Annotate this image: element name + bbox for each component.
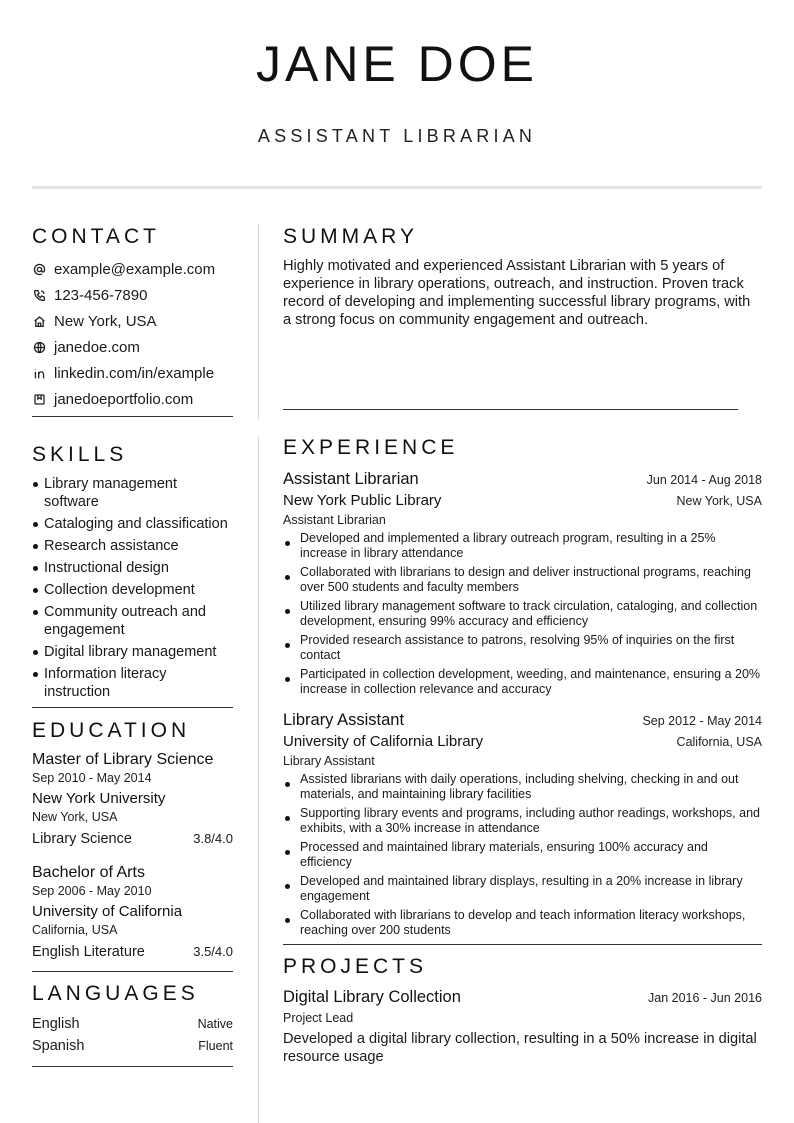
language-name: English bbox=[32, 1016, 80, 1032]
job-bullet: Developed and implemented a library outreach program, resulting in a 25% increase in library attendance bbox=[283, 531, 762, 561]
column-divider-bottom bbox=[258, 436, 259, 1123]
contact-heading: CONTACT bbox=[32, 225, 160, 248]
job-role: Assistant Librarian bbox=[283, 513, 386, 527]
home-icon bbox=[32, 314, 46, 328]
language-level: Fluent bbox=[198, 1039, 233, 1053]
languages-list bbox=[32, 1013, 233, 1057]
experience-section bbox=[283, 435, 762, 945]
education-heading: EDUCATION bbox=[32, 719, 191, 742]
job-org-row bbox=[283, 731, 762, 753]
education-dates: Sep 2010 - May 2014 bbox=[32, 771, 152, 785]
languages-heading: LANGUAGES bbox=[32, 982, 199, 1005]
skill-item: Information literacy instruction bbox=[32, 665, 233, 701]
contact-list bbox=[32, 256, 233, 412]
education-gpa: 3.8/4.0 bbox=[193, 831, 233, 846]
language-name: Spanish bbox=[32, 1038, 85, 1054]
language-row bbox=[32, 1013, 233, 1035]
job-title: Assistant Librarian bbox=[283, 470, 419, 488]
job-dates: Sep 2012 - May 2014 bbox=[642, 714, 762, 728]
right-column bbox=[283, 224, 762, 1066]
skill-item: Instructional design bbox=[32, 559, 233, 577]
job-location: California, USA bbox=[676, 735, 762, 749]
languages-section bbox=[32, 981, 233, 1067]
summary-text: Highly motivated and experienced Assistant Librarian with 5 years of experience in library operations, outreach, and instruction. Proven track record of developing and implementing successful library programs, with a strong focus on community engagement and outreach. bbox=[283, 258, 751, 328]
projects-heading: PROJECTS bbox=[283, 955, 428, 978]
skill-item: Cataloging and classification bbox=[32, 515, 233, 533]
contact-phone-text: 123-456-7890 bbox=[54, 286, 148, 304]
job-title-row bbox=[283, 709, 762, 731]
contact-website[interactable] bbox=[32, 334, 233, 360]
candidate-title: ASSISTANT LIBRARIAN bbox=[257, 126, 537, 146]
education-field-row bbox=[32, 942, 233, 962]
skills-list bbox=[32, 475, 233, 701]
education-section bbox=[32, 718, 233, 972]
contact-location bbox=[32, 308, 233, 334]
education-school: New York University bbox=[32, 790, 166, 807]
education-item bbox=[32, 863, 233, 962]
column-divider-top bbox=[258, 224, 259, 420]
languages-divider bbox=[32, 1066, 233, 1067]
contact-section bbox=[32, 224, 233, 417]
education-gpa: 3.5/4.0 bbox=[193, 944, 233, 959]
at-icon bbox=[32, 262, 46, 276]
skills-heading: SKILLS bbox=[32, 443, 128, 466]
contact-website-text: janedoe.com bbox=[54, 338, 140, 356]
skill-item: Community outreach and engagement bbox=[32, 603, 233, 639]
contact-portfolio[interactable] bbox=[32, 386, 233, 412]
skill-item: Research assistance bbox=[32, 537, 233, 555]
job-bullet: Participated in collection development, weeding, and maintenance, ensuring a 20% increase in collection relevance and accuracy bbox=[283, 667, 762, 697]
education-field: Library Science bbox=[32, 831, 132, 847]
job-bullet: Supporting library events and programs, including author readings, workshops, and exhibits, with a 30% increase in attendance bbox=[283, 806, 762, 836]
project-dates: Jan 2016 - Jun 2016 bbox=[648, 991, 762, 1005]
job-bullets bbox=[283, 531, 762, 697]
job-bullet: Processed and maintained library materials, ensuring 100% accuracy and efficiency bbox=[283, 840, 762, 870]
education-location: New York, USA bbox=[32, 810, 118, 824]
globe-icon bbox=[32, 340, 46, 354]
experience-item bbox=[283, 709, 762, 938]
education-location: California, USA bbox=[32, 923, 118, 937]
job-dates: Jun 2014 - Aug 2018 bbox=[646, 473, 762, 487]
project-description: Developed a digital library collection, resulting in a 50% increase in digital resource usage bbox=[283, 1031, 757, 1065]
job-bullet: Collaborated with librarians to design and deliver instructional programs, reaching over 500 students and faculty members bbox=[283, 565, 762, 595]
job-organization: New York Public Library bbox=[283, 492, 442, 509]
job-title: Library Assistant bbox=[283, 711, 405, 729]
contact-location-text: New York, USA bbox=[54, 312, 157, 330]
job-location: New York, USA bbox=[676, 494, 762, 508]
job-bullet: Provided research assistance to patrons, resolving 95% of inquiries on the first contact bbox=[283, 633, 762, 663]
education-field-row bbox=[32, 829, 233, 849]
education-dates: Sep 2006 - May 2010 bbox=[32, 884, 152, 898]
contact-divider bbox=[32, 416, 233, 417]
education-field: English Literature bbox=[32, 944, 145, 960]
education-item bbox=[32, 750, 233, 849]
skill-item: Collection development bbox=[32, 581, 233, 599]
project-title-row bbox=[283, 986, 762, 1008]
summary-section bbox=[283, 224, 762, 410]
job-bullets bbox=[283, 772, 762, 938]
contact-portfolio-text: janedoeportfolio.com bbox=[54, 390, 194, 408]
education-divider bbox=[32, 971, 233, 972]
experience-item bbox=[283, 468, 762, 697]
job-bullet: Developed and maintained library displays, resulting in a 20% increase in library engagement bbox=[283, 874, 762, 904]
contact-email[interactable] bbox=[32, 256, 233, 282]
portfolio-icon bbox=[32, 392, 46, 406]
contact-email-text: example@example.com bbox=[54, 260, 216, 278]
job-bullet: Assisted librarians with daily operations, including shelving, checking in and out materials, and maintaining library facilities bbox=[283, 772, 762, 802]
left-column bbox=[32, 224, 233, 1067]
job-title-row bbox=[283, 468, 762, 490]
skill-item: Digital library management bbox=[32, 643, 233, 661]
experience-heading: EXPERIENCE bbox=[283, 436, 459, 459]
skill-item: Library management software bbox=[32, 475, 233, 511]
job-org-row bbox=[283, 490, 762, 512]
experience-divider bbox=[283, 944, 762, 945]
contact-phone[interactable] bbox=[32, 282, 233, 308]
project-item bbox=[283, 986, 762, 1066]
project-role: Project Lead bbox=[283, 1011, 354, 1025]
linkedin-icon bbox=[32, 366, 46, 380]
education-degree: Bachelor of Arts bbox=[32, 864, 145, 881]
header-divider bbox=[32, 186, 762, 189]
summary-heading: SUMMARY bbox=[283, 225, 418, 248]
summary-divider bbox=[283, 409, 738, 410]
language-level: Native bbox=[197, 1017, 233, 1031]
education-degree: Master of Library Science bbox=[32, 751, 214, 768]
job-bullet: Collaborated with librarians to develop and teach information literacy workshops, reaching over 200 students bbox=[283, 908, 762, 938]
language-row bbox=[32, 1035, 233, 1057]
candidate-name: JANE DOE bbox=[255, 36, 539, 92]
education-school: University of California bbox=[32, 903, 183, 920]
projects-section bbox=[283, 954, 762, 1066]
job-organization: University of California Library bbox=[283, 733, 484, 750]
skills-section bbox=[32, 442, 233, 708]
skills-divider bbox=[32, 707, 233, 708]
job-bullet: Utilized library management software to track circulation, cataloging, and collection development, ensuring 99% accuracy and efficiency bbox=[283, 599, 762, 629]
contact-linkedin-text: linkedin.com/in/example bbox=[54, 364, 215, 382]
project-title: Digital Library Collection bbox=[283, 988, 461, 1006]
contact-linkedin[interactable] bbox=[32, 360, 233, 386]
phone-icon bbox=[32, 288, 46, 302]
job-role: Library Assistant bbox=[283, 754, 375, 768]
